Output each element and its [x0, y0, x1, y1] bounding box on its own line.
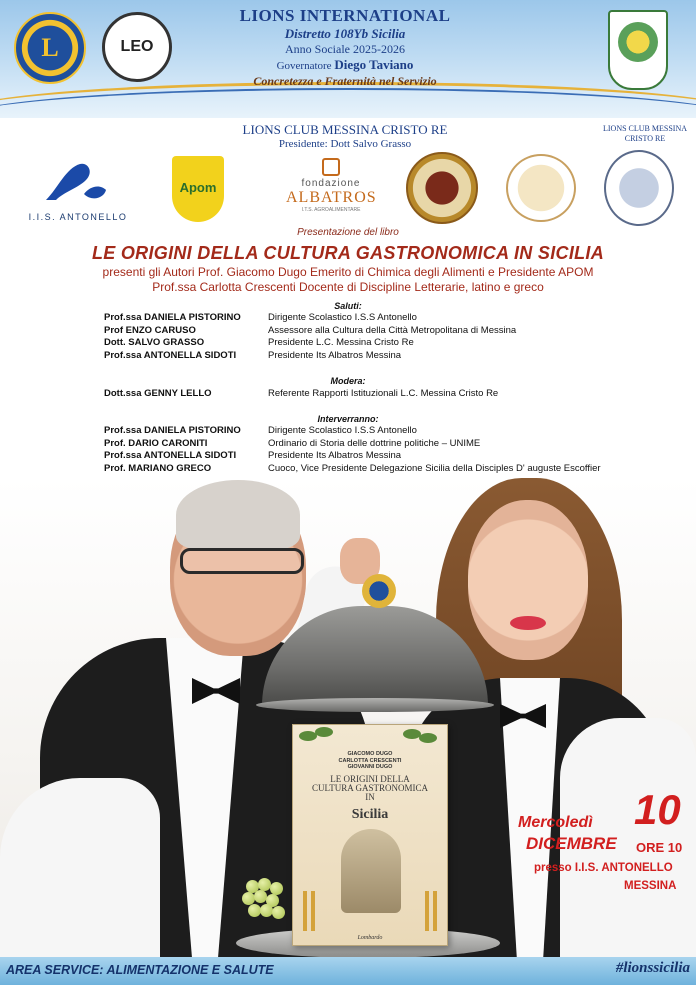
grapes-icon [238, 876, 298, 926]
governor-name: Diego Taviano [334, 57, 414, 72]
hashtag: #lionssicilia [615, 960, 690, 976]
man-glasses [180, 548, 304, 574]
olive-leaf-icon [403, 729, 421, 739]
speaker-role: Cuoco, Vice Presidente Delegazione Sicilia della Disciples D' auguste Escoffier [268, 462, 601, 474]
authors-line-2: Prof.ssa Carlotta Crescenti Docente di Discipline Letterarie, latino e greco [152, 280, 544, 294]
book-cover [292, 724, 448, 946]
book-title-line-3: IN [365, 792, 375, 802]
speaker-name: Dott. SALVO GRASSO [104, 337, 205, 348]
albatros-text-3: I.T.S. AGROALIMENTARE [301, 207, 361, 213]
speaker-name: Prof ENZO CARUSO [104, 324, 196, 336]
authors-block [0, 265, 696, 295]
partner-logos-row [0, 150, 696, 226]
wheat-icon [311, 891, 315, 931]
book-title-line-2: CULTURA GASTRONOMICA [312, 783, 428, 793]
event-day-number: 10 [634, 786, 681, 833]
speaker-name: Prof.ssa DANIELA PISTORINO [104, 425, 241, 436]
speaker-role: Presidente Its Albatros Messina [268, 349, 402, 361]
wheat-icon [303, 891, 307, 931]
service-area-label: AREA SERVICE: ALIMENTAZIONE E SALUTE [6, 963, 274, 977]
event-weekday: Mercoledì [518, 814, 593, 831]
man-hair [176, 480, 300, 550]
apom-logo-text: Apom [179, 180, 217, 195]
social-year: Anno Sociale 2025-2026 [285, 42, 405, 56]
saluti-list [104, 312, 664, 362]
footer-band [0, 957, 696, 985]
event-title: LE ORIGINI DELLA CULTURA GASTRONOMICA IN SICILIA [91, 243, 605, 263]
header-text-block [190, 6, 500, 89]
university-messina-seal-icon [406, 152, 478, 224]
speaker-role: Presidente L.C. Messina Cristo Re [268, 337, 414, 348]
list-item [104, 312, 664, 325]
club-name: LIONS CLUB MESSINA CRISTO RE [242, 122, 448, 137]
leo-club-logo [102, 12, 172, 82]
lions-international-logo [14, 12, 86, 84]
district-motto: Concretezza e Fraternità nel Servizio [253, 74, 437, 88]
modera-list [104, 388, 664, 401]
speaker-name: Prof.ssa ANTONELLA SIDOTI [104, 450, 237, 461]
list-item [104, 350, 664, 363]
list-item [104, 438, 664, 451]
governor-line [190, 57, 500, 73]
speaker-name: Prof.ssa DANIELA PISTORINO [104, 312, 241, 323]
event-time: ORE 10 [636, 840, 683, 855]
wheat-icon [425, 891, 429, 931]
book-title-sicilia: Sicilia [351, 807, 389, 822]
event-photo [0, 478, 696, 958]
speaker-role: Dirigente Scolastico I.S.S Antonello [268, 425, 417, 436]
presentation-intro: Presentazione del libro [297, 227, 399, 238]
list-item [104, 463, 664, 476]
speaker-role: Assessore alla Cultura della Città Metropolitana di Messina [268, 324, 517, 336]
list-item [104, 388, 664, 401]
speaker-role: Referente Rapporti Istituzionali L.C. Messina Cristo Re [268, 388, 499, 399]
lions-club-cristo-re-seal-icon [604, 150, 674, 226]
interverranno-title: Interverranno: [317, 414, 379, 424]
speaker-name: Prof.ssa ANTONELLA SIDOTI [104, 349, 237, 361]
list-item [104, 325, 664, 338]
woman-face [468, 500, 588, 660]
district-name: Distretto 108Yb Sicilia [284, 26, 406, 41]
event-venue: presso I.I.S. ANTONELLO [534, 862, 673, 874]
speaker-name: Dott.ssa GENNY LELLO [104, 388, 212, 399]
modera-title: Modera: [330, 376, 366, 386]
apom-logo [172, 156, 224, 222]
speaker-role: Ordinario di Storia delle dottrine politiche – UNIME [268, 437, 481, 449]
speaker-role: Presidente Its Albatros Messina [268, 450, 402, 461]
iis-antonello-logo [22, 156, 134, 222]
man-sleeve [0, 778, 160, 958]
albatros-text-1: fondazione [301, 178, 361, 189]
district-crest-logo [608, 10, 668, 90]
woman-lips [510, 616, 546, 630]
speaker-role: Dirigente Scolastico I.S.S Antonello [268, 312, 417, 323]
allegorical-figure-icon [341, 829, 401, 913]
saluti-title: Saluti: [334, 301, 362, 311]
book-author: GIOVANNI DUGO [347, 764, 393, 770]
list-item [104, 425, 664, 438]
wheat-icon [433, 891, 437, 931]
event-month: DICEMBRE [526, 834, 617, 853]
albatros-book-icon [322, 158, 340, 176]
authors-line-1: presenti gli Autori Prof. Giacomo Dugo Emerito di Chimica degli Alimenti e Presidente APOM [102, 265, 594, 279]
speaker-name: Prof. MARIANO GRECO [104, 462, 212, 474]
list-item [104, 450, 664, 463]
list-item [104, 337, 664, 350]
vine-leaf-icon [315, 727, 333, 737]
governor-label: Governatore [276, 60, 332, 72]
book-author: CARLOTTA CRESCENTI [338, 757, 402, 764]
book-title [293, 775, 447, 802]
book-authors [293, 751, 447, 771]
club-president: Presidente: Dott Salvo Grasso [278, 138, 412, 150]
leo-logo-text: LEO [120, 38, 154, 55]
lions-pin-icon [362, 574, 396, 608]
lions-logo-letter: L [41, 33, 59, 62]
org-title: LIONS INTERNATIONAL [239, 6, 451, 25]
antonello-logo-text: I.I.S. ANTONELLO [28, 212, 128, 222]
disciples-escoffier-seal-icon [506, 154, 576, 222]
crest-emblem [618, 22, 658, 62]
albatros-logo [286, 158, 376, 222]
albatros-text-2: ALBATROS [286, 189, 377, 206]
book-author: GIACOMO DUGO [347, 751, 393, 757]
speaker-name: Prof. DARIO CARONITI [104, 437, 208, 449]
event-city: MESSINA [624, 880, 677, 892]
antonello-mark-icon [44, 158, 108, 204]
olive-leaf-icon [419, 733, 437, 743]
club-logo-caption: LIONS CLUB MESSINA CRISTO RE [602, 124, 687, 143]
interverranno-list [104, 425, 664, 475]
cloche-rim [256, 698, 494, 712]
header-band [0, 0, 696, 118]
book-title-line-1: LE ORIGINI DELLA [330, 774, 410, 784]
book-publisher: Lombardo [357, 935, 383, 941]
